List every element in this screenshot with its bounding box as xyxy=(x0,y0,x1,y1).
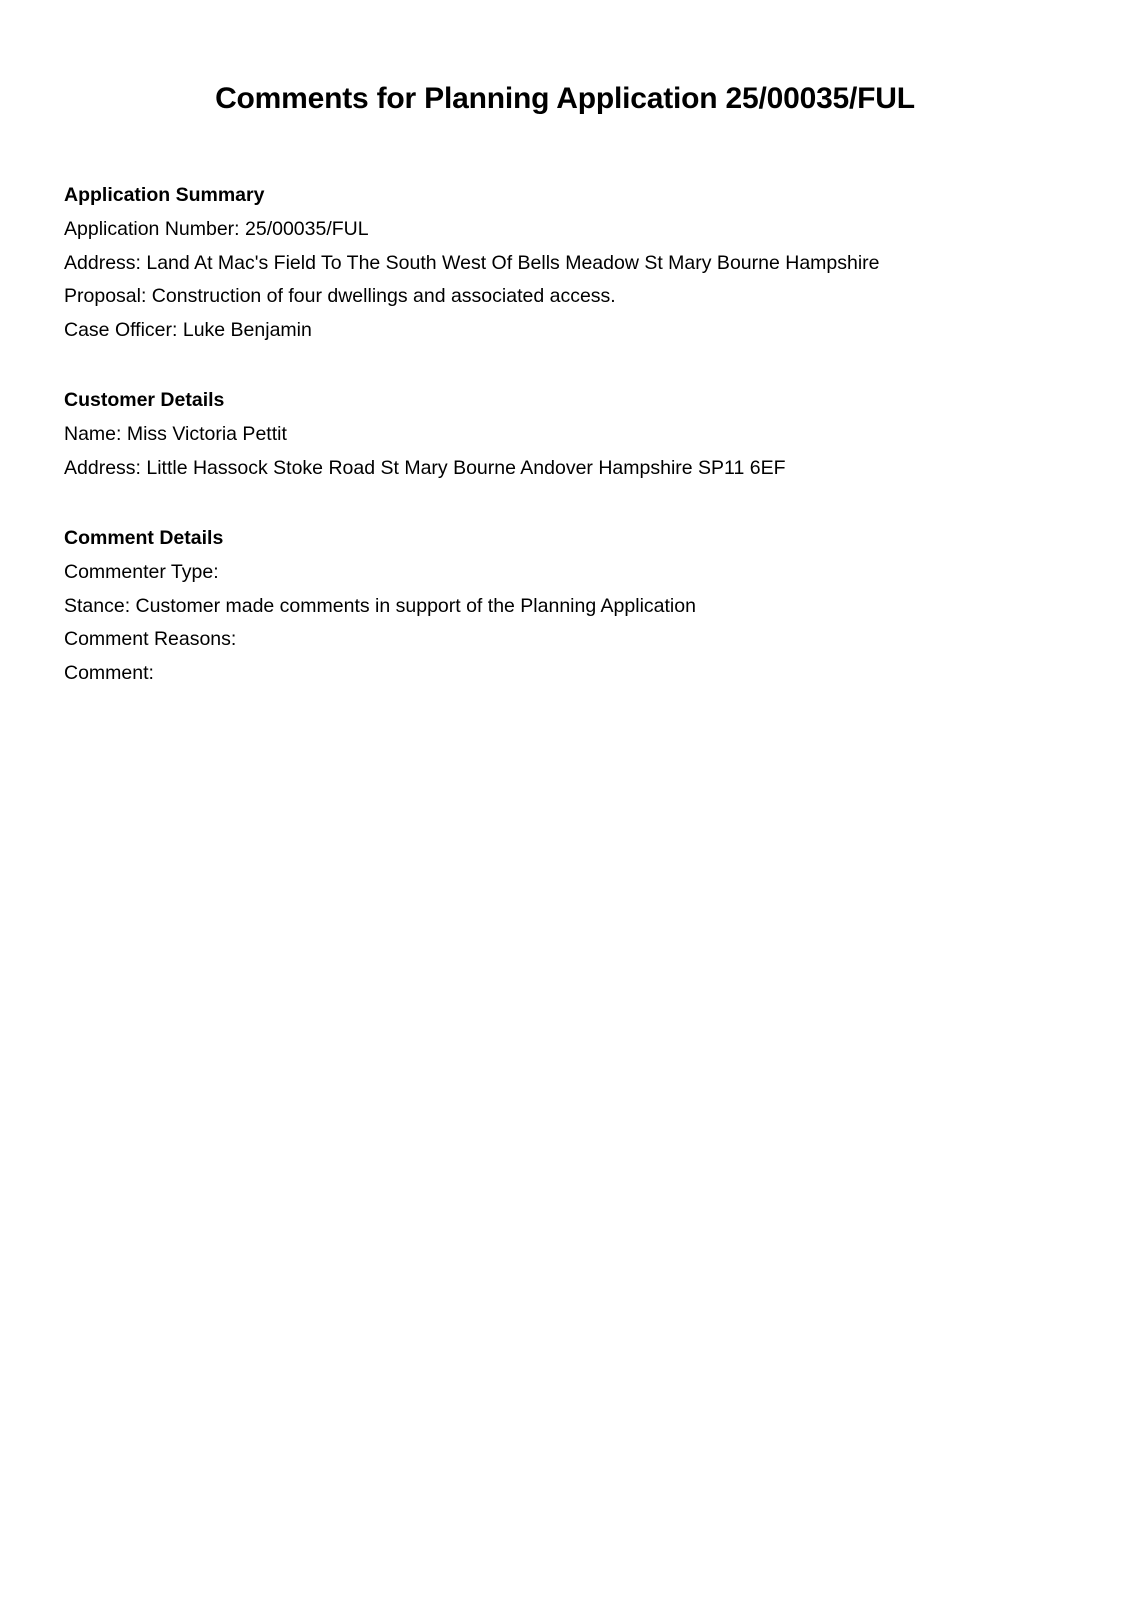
section-application-summary xyxy=(64,178,1064,347)
application-summary-heading: Application Summary xyxy=(64,184,265,206)
section-customer-details xyxy=(64,383,1064,485)
comment-details-heading: Comment Details xyxy=(64,527,224,549)
application-proposal-line: Proposal: Construction of four dwellings and associated access. xyxy=(64,285,616,307)
comment-reasons-line: Comment Reasons: xyxy=(64,628,237,650)
application-address-line: Address: Land At Mac's Field To The South West Of Bells Meadow St Mary Bourne Hampshire xyxy=(64,251,880,274)
commenter-type-line: Commenter Type: xyxy=(64,561,219,583)
application-case-officer-line: Case Officer: Luke Benjamin xyxy=(64,318,312,341)
application-number-line: Application Number: 25/00035/FUL xyxy=(64,218,369,240)
stance-line: Stance: Customer made comments in support of the Planning Application xyxy=(64,594,696,617)
page-title: Comments for Planning Application 25/00035/FUL xyxy=(215,82,915,115)
customer-name-line: Name: Miss Victoria Pettit xyxy=(64,423,287,445)
document-body xyxy=(64,178,1064,690)
comment-line: Comment: xyxy=(64,661,154,684)
customer-details-heading: Customer Details xyxy=(64,389,225,411)
section-comment-details xyxy=(64,521,1064,690)
customer-address-line: Address: Little Hassock Stoke Road St Mary Bourne Andover Hampshire SP11 6EF xyxy=(64,456,786,479)
